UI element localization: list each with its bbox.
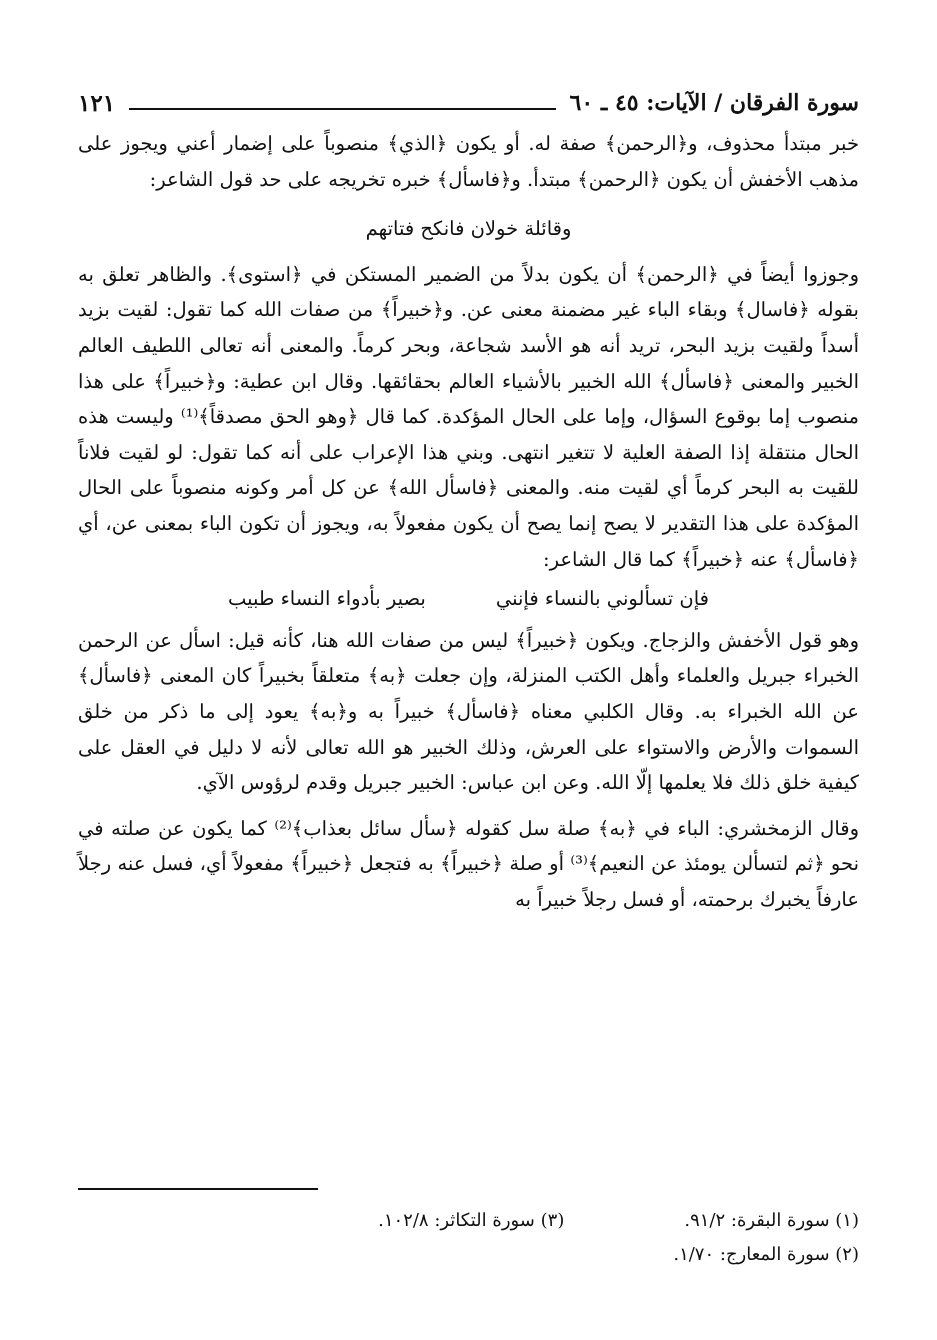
paragraph-2: وجوزوا أيضاً في ﴿الرحمن﴾ أن يكون بدلاً من الضمير المستكن في ﴿استوى﴾. والظاهر تعلق به بقوله ﴿فاسال﴾ وبقاء الباء غير مضمنة معنى عن. و﴿خبيراً﴾ من صفات الله كما تقول: لقيت بزيد أسداً ولقيت بزيد البحر، تريد أنه هو الأسد شجاعة، وبحر كرماً. والمعنى أنه تعالى اللطيف العالم الخبير والمعنى ﴿فاسأل﴾ الله الخبير بالأشياء العالم بحقائقها. وقال ابن عطية: و﴿خبيراً﴾ على هذا منصوب إما بوقوع السؤال، وإما على الحال المؤكدة. كما قال ﴿وهو الحق مصدقاً﴾⁽¹⁾ وليست هذه الحال منتقلة إذا الصفة العلية لا تتغير انتهى. وبني هذا الإعراب على أنه كما تقول: لو لقيت فلاناً للقيت به البحر كرماً أي لقيت منه. والمعنى ﴿فاسأل الله﴾ عن كل أمر وكونه منصوباً على الحال المؤكدة على هذا التقدير لا يصح إنما يصح أن يكون مفعولاً به، ويجوز أن تكون الباء بمعنى عن، أي ﴿فاسأل﴾ عنه ﴿خبيراً﴾ كما قال الشاعر: xyxy=(78,262,859,571)
footnote-row-1 xyxy=(78,1204,859,1238)
verse-2-first-hemistich: فإن تسألوني بالنساء فإنني xyxy=(495,587,709,611)
verse-2-second-hemistich: بصير بأدواء النساء طبيب xyxy=(228,587,426,611)
footnote-row-2 xyxy=(78,1238,859,1272)
main-text xyxy=(78,126,859,917)
paragraph-4: وقال الزمخشري: الباء في ﴿به﴾ صلة سل كقوله ﴿سأل سائل بعذاب﴾⁽²⁾ كما يكون عن صلته في نحو ﴿ثم لتسألن يومئذ عن النعيم﴾⁽³⁾ أو صلة ﴿خبيراً﴾ به فتجعل ﴿خبيراً﴾ مفعولاً أي، فسل عنه رجلاً عارفاً يخبرك برحمته، أو فسل رجلاً خبيراً به xyxy=(78,816,859,911)
running-header xyxy=(78,86,859,120)
header-title: سورة الفرقان / الآيات: ٤٥ ـ ٦٠ xyxy=(569,90,859,116)
footnotes xyxy=(78,1204,859,1272)
header-rule xyxy=(129,96,555,110)
poetry-verse-2 xyxy=(78,581,859,617)
paragraph-1: خبر مبتدأ محذوف، و﴿الرحمن﴾ صفة له. أو يكون ﴿الذي﴾ منصوباً على إضمار أعني ويجوز على مذهب الأخفش أن يكون ﴿الرحمن﴾ مبتدأ. و﴿فاسأل﴾ خبره تخريجه على حد قول الشاعر: xyxy=(78,132,859,191)
paragraph-gap xyxy=(78,801,859,811)
page-number: ١٢١ xyxy=(78,89,116,117)
poetry-verse-1: وقائلة خولان فانكح فتاتهم xyxy=(365,217,572,241)
footnote-2: (٢) سورة المعارج: ١/٧٠. xyxy=(673,1244,859,1265)
footnote-separator xyxy=(78,1188,318,1190)
footnote-3: (٣) سورة التكاثر: ١٠٢/٨. xyxy=(378,1210,565,1231)
footnote-1: (١) سورة البقرة: ٩١/٢. xyxy=(684,1210,859,1231)
paragraph-3: وهو قول الأخفش والزجاج. ويكون ﴿خبيراً﴾ ليس من صفات الله هنا، كأنه قيل: اسأل عن الرحمن الخبراء جبريل والعلماء وأهل الكتب المنزلة، وإن جعلت ﴿به﴾ متعلقاً بخبيراً كان المعنى ﴿فاسأل﴾ عن الله الخبراء به. وقال الكلبي معناه ﴿فاسأل﴾ خبيراً به و﴿به﴾ يعود إلى ما ذكر من خلق السموات والأرض والاستواء على العرش، وذلك الخبير هو الله تعالى لأنه لا دليل في العقل على كيفية خلق ذلك فلا يعلمها إلّا الله. وعن ابن عباس: الخبير جبريل وقدم لرؤوس الآي. xyxy=(78,628,859,795)
